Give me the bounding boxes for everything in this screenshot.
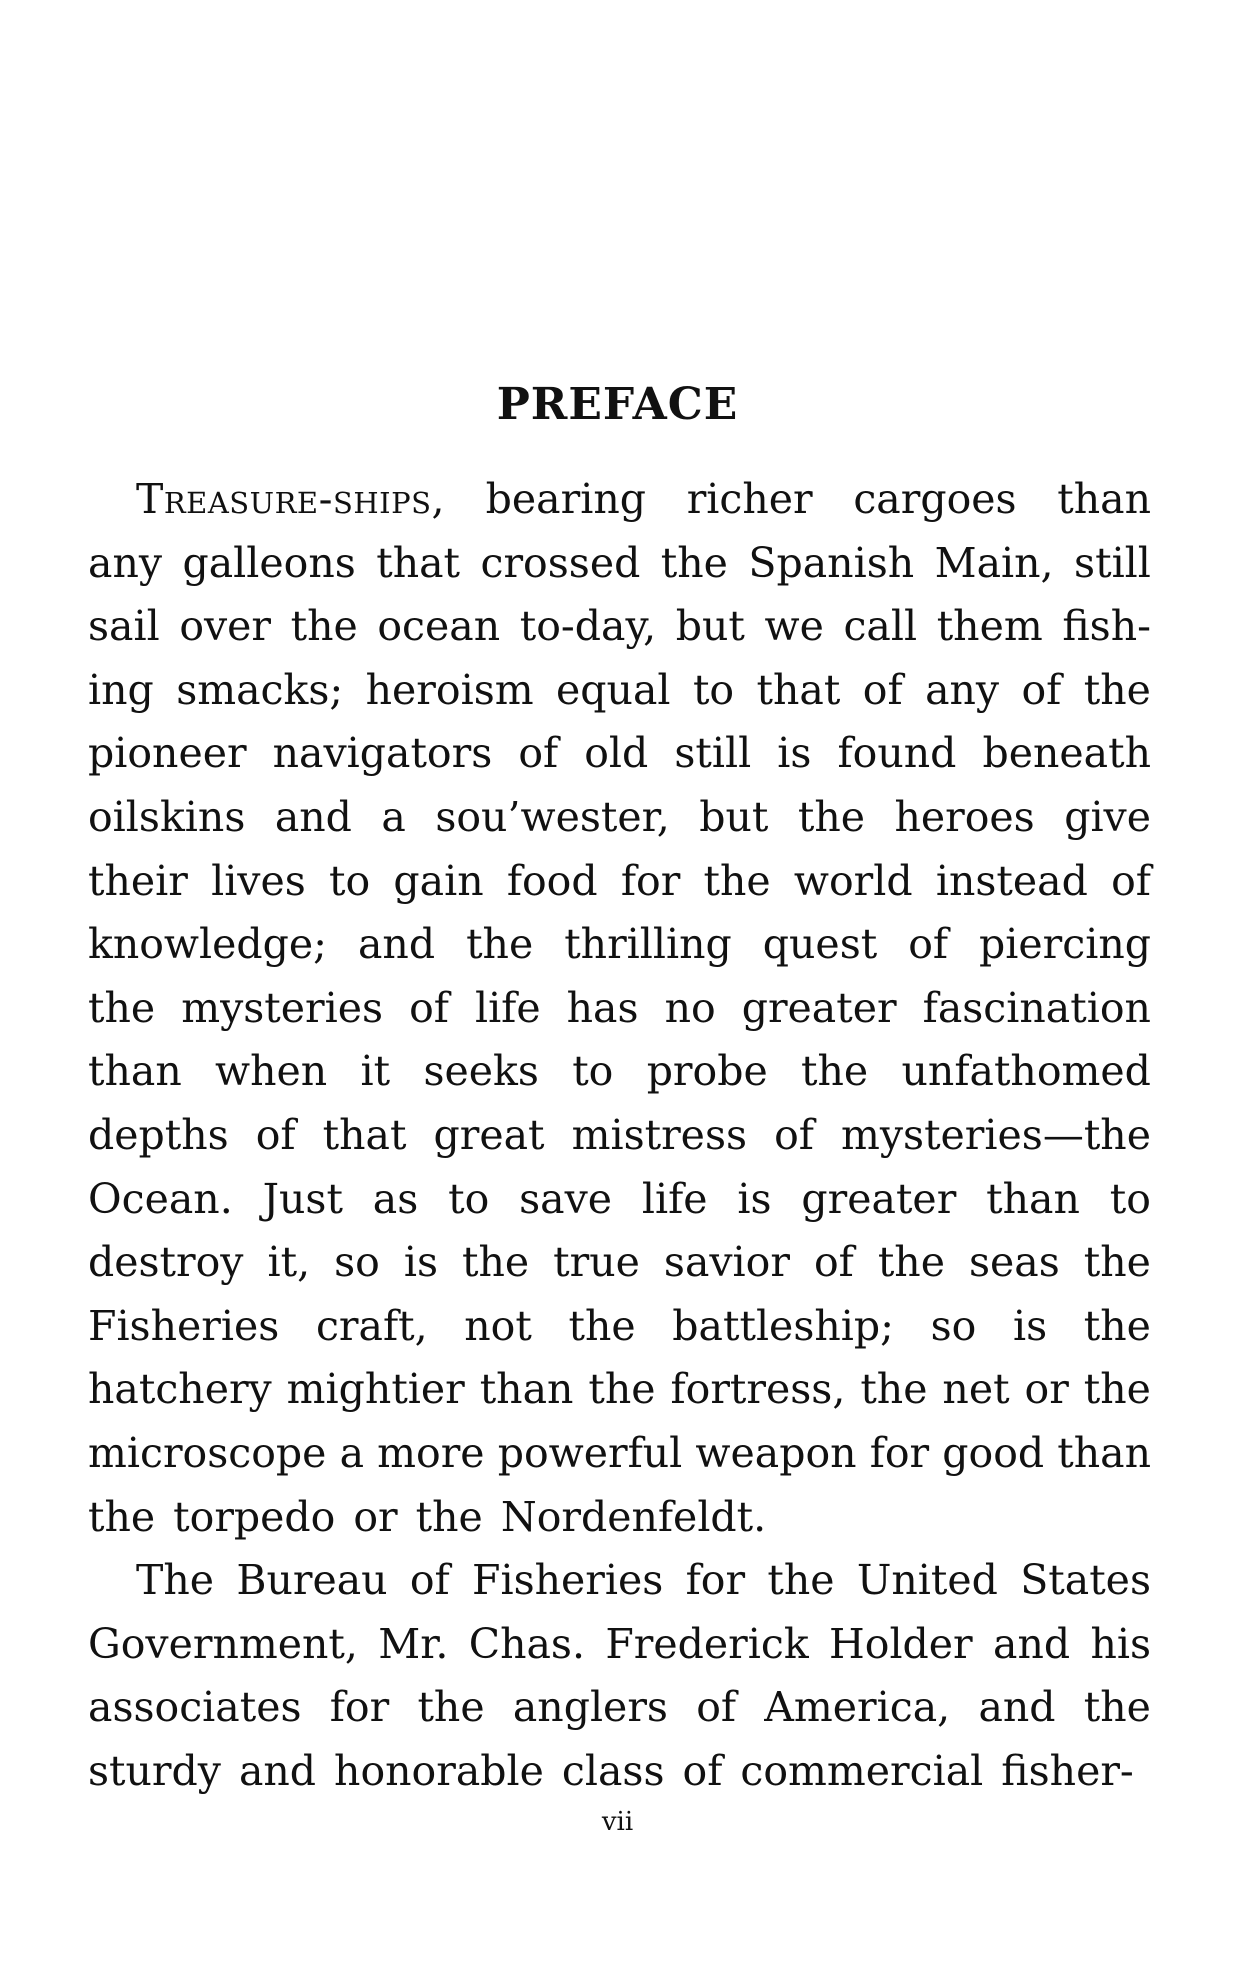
text-line: knowledge; and the thrilling quest of piercing (88, 920, 1151, 969)
page-number: vii (601, 1807, 634, 1837)
text-line: Ocean. Just as to save life is greater than to (88, 1174, 1151, 1223)
text-line: Treasure-ships, bearing richer cargoes than (136, 475, 1151, 523)
text-line: than when it seeks to probe the unfathomed (88, 1047, 1151, 1096)
text-line: destroy it, so is the true savior of the seas the (88, 1238, 1151, 1287)
text-line: Government, Mr. Chas. Frederick Holder and his (88, 1619, 1151, 1668)
text-line: depths of that great mistress of mysteries—the (88, 1110, 1151, 1159)
text-line: hatchery mightier than the fortress, the net or the (88, 1365, 1151, 1414)
text-line: sail over the ocean to-day, but we call them fish- (88, 602, 1151, 651)
text-line: the mysteries of life has no greater fascination (88, 983, 1151, 1032)
text-line: The Bureau of Fisheries for the United States (136, 1556, 1151, 1605)
text-line: associates for the anglers of America, and the (88, 1683, 1151, 1732)
text-line: ing smacks; heroism equal to that of any of the (88, 665, 1151, 714)
text-line: oilskins and a sou’wester, but the heroes give (88, 792, 1151, 841)
text-line: the torpedo or the Nordenfeldt. (88, 1492, 767, 1541)
text-line: microscope a more powerful weapon for good than (88, 1428, 1151, 1477)
preface-text (88, 468, 1151, 1803)
text-line: any galleons that crossed the Spanish Main, still (88, 538, 1151, 587)
page-heading: PREFACE (496, 379, 739, 431)
text-line: their lives to gain food for the world instead of (88, 856, 1151, 905)
text-line: sturdy and honorable class of commercial fisher- (88, 1746, 1134, 1795)
text-line: Fisheries craft, not the battleship; so is the (88, 1301, 1151, 1350)
text-line: pioneer navigators of old still is found beneath (88, 729, 1151, 778)
